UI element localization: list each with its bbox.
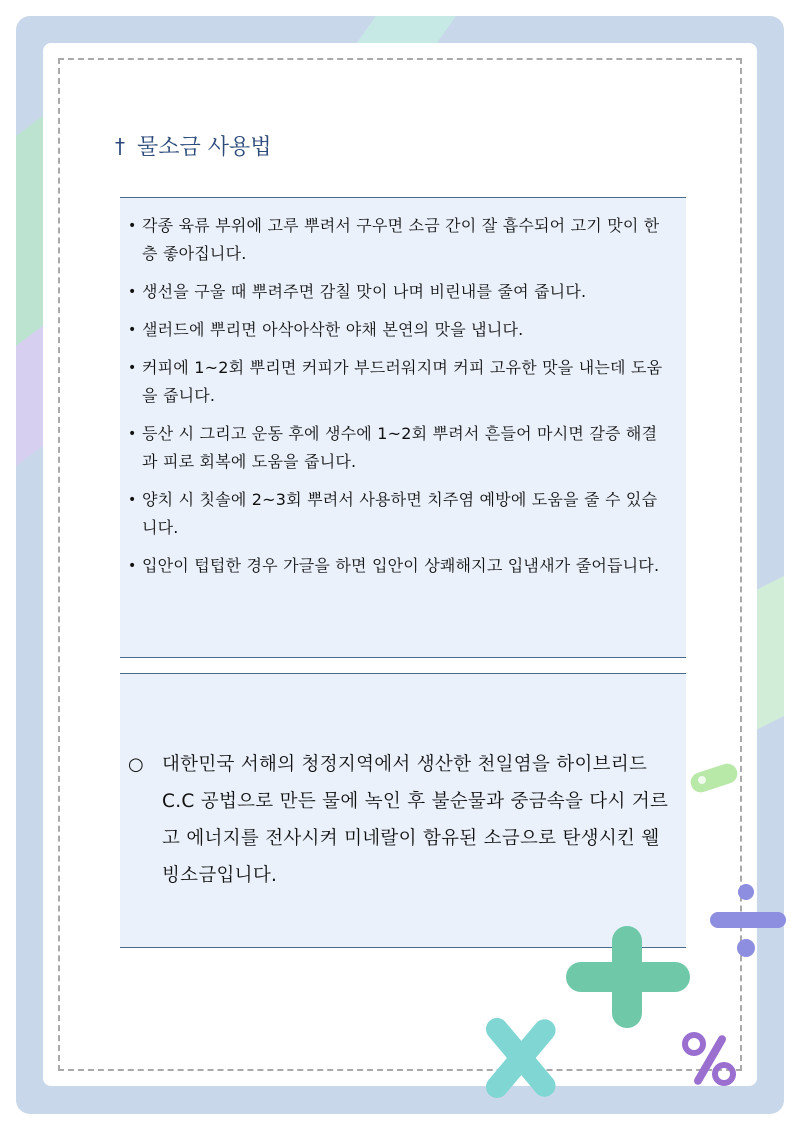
pill-icon [686, 760, 746, 800]
list-item-text: 커피에 1~2회 뿌리면 커피가 부드러워지며 커피 고유한 맛을 내는데 도움을 줍니다. [142, 358, 663, 405]
list-item-text: 샐러드에 뿌리면 아삭아삭한 야채 본연의 맛을 냅니다. [142, 320, 524, 339]
list-item-text: 각종 육류 부위에 고루 뿌려서 구우면 소금 간이 잘 흡수되어 고기 맛이 한층 좋아집니다. [142, 216, 660, 263]
section-heading [115, 130, 272, 161]
list-item-text: 생선을 구울 때 뿌려주면 감칠 맛이 나며 비린내를 줄여 줍니다. [142, 282, 587, 301]
list-item-text: 등산 시 그리고 운동 후에 생수에 1~2회 뿌려서 흔들어 마시면 갈증 해결과 피로 회복에 도움을 줍니다. [142, 424, 658, 471]
description-box [120, 673, 686, 948]
usage-box [120, 197, 686, 658]
plus-icon [566, 922, 696, 1032]
list-item [126, 354, 672, 410]
bullet-icon: • [128, 492, 137, 508]
description-paragraph [128, 746, 676, 894]
dagger-icon: † [115, 133, 125, 158]
percent-icon [680, 1030, 740, 1090]
usage-list [126, 212, 672, 580]
description-text: 대한민국 서해의 청정지역에서 생산한 천일염을 하이브리드 C.C 공법으로 만든 물에 녹인 후 불순물과 중금속을 다시 거르고 에너지를 전사시켜 미네랄이 함유된 소금으로 탄생시킨 웰빙소금입니다. [162, 754, 669, 886]
times-icon [470, 1010, 570, 1110]
list-item [126, 278, 672, 306]
circle-icon: ○ [128, 754, 145, 775]
bullet-icon: • [128, 322, 137, 338]
section-title: 물소금 사용법 [137, 135, 272, 160]
list-item-text: 양치 시 칫솔에 2~3회 뿌려서 사용하면 치주염 예방에 도움을 줄 수 있습니다. [142, 490, 658, 537]
list-item [126, 486, 672, 542]
bullet-icon: • [128, 360, 137, 376]
list-item-text: 입안이 텁텁한 경우 가글을 하면 입안이 상쾌해지고 입냄새가 줄어듭니다. [142, 556, 660, 575]
list-item [126, 212, 672, 268]
bullet-icon: • [128, 218, 137, 234]
bullet-icon: • [128, 426, 137, 442]
list-item [126, 420, 672, 476]
list-item [126, 552, 672, 580]
bullet-icon: • [128, 558, 137, 574]
list-item [126, 316, 672, 344]
bullet-icon: • [128, 284, 137, 300]
divide-icon [702, 876, 792, 966]
